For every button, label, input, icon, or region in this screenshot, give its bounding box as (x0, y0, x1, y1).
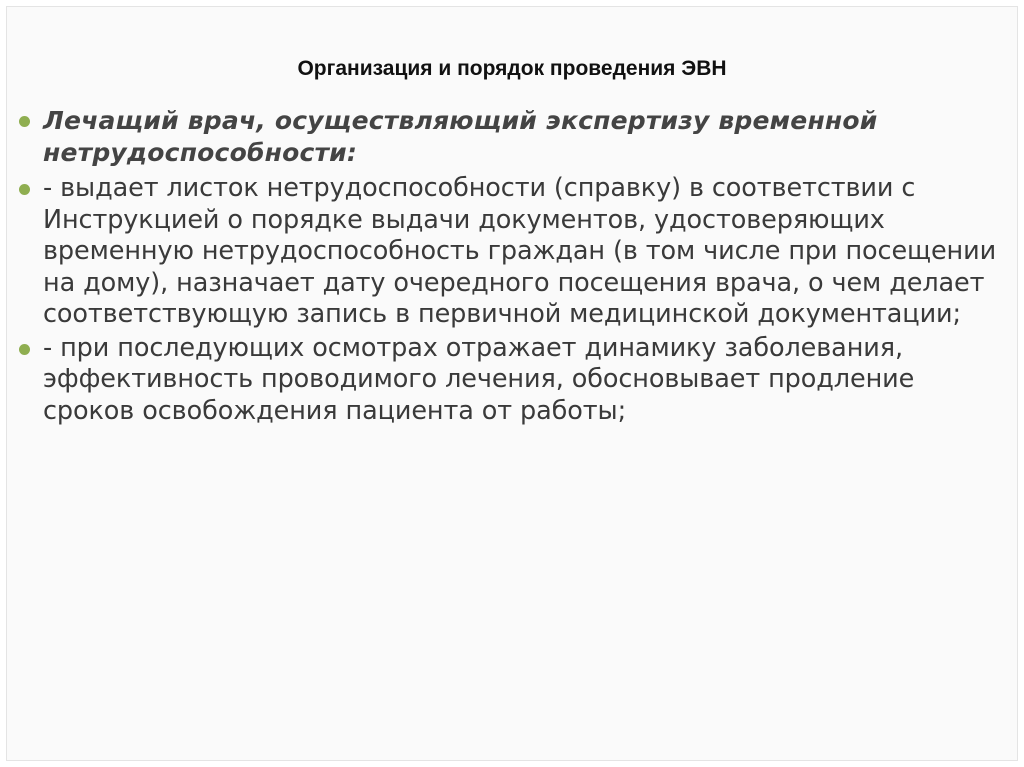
slide (6, 6, 1018, 761)
list-item-text: - при последующих осмотрах отражает динамику заболевания, эффективность проводимого лечения, обосновывает продление сроков освобождения пациента от работы; (43, 332, 915, 426)
list-item (17, 173, 1007, 331)
list-item (17, 105, 1007, 169)
bullet-dot-icon (19, 184, 30, 195)
slide-title: Организация и порядок проведения ЭВН (297, 57, 727, 80)
list-item (17, 333, 1007, 428)
list-item-text: - выдает листок нетрудоспособности (справку) в соответствии с Инструкцией о порядке выдачи документов, удостоверяющих временную нетрудоспособность граждан (в том числе при посещении на дому), назначает дату очередного посещения врача, о чем делает соответствующую запись в первичной медицинской документации; (43, 173, 997, 329)
list-item-text: Лечащий врач, осуществляющий экспертизу временной нетрудоспособности: (43, 106, 878, 167)
bullet-dot-icon (19, 344, 30, 355)
bullet-dot-icon (19, 116, 30, 127)
bullet-list (17, 105, 1007, 429)
